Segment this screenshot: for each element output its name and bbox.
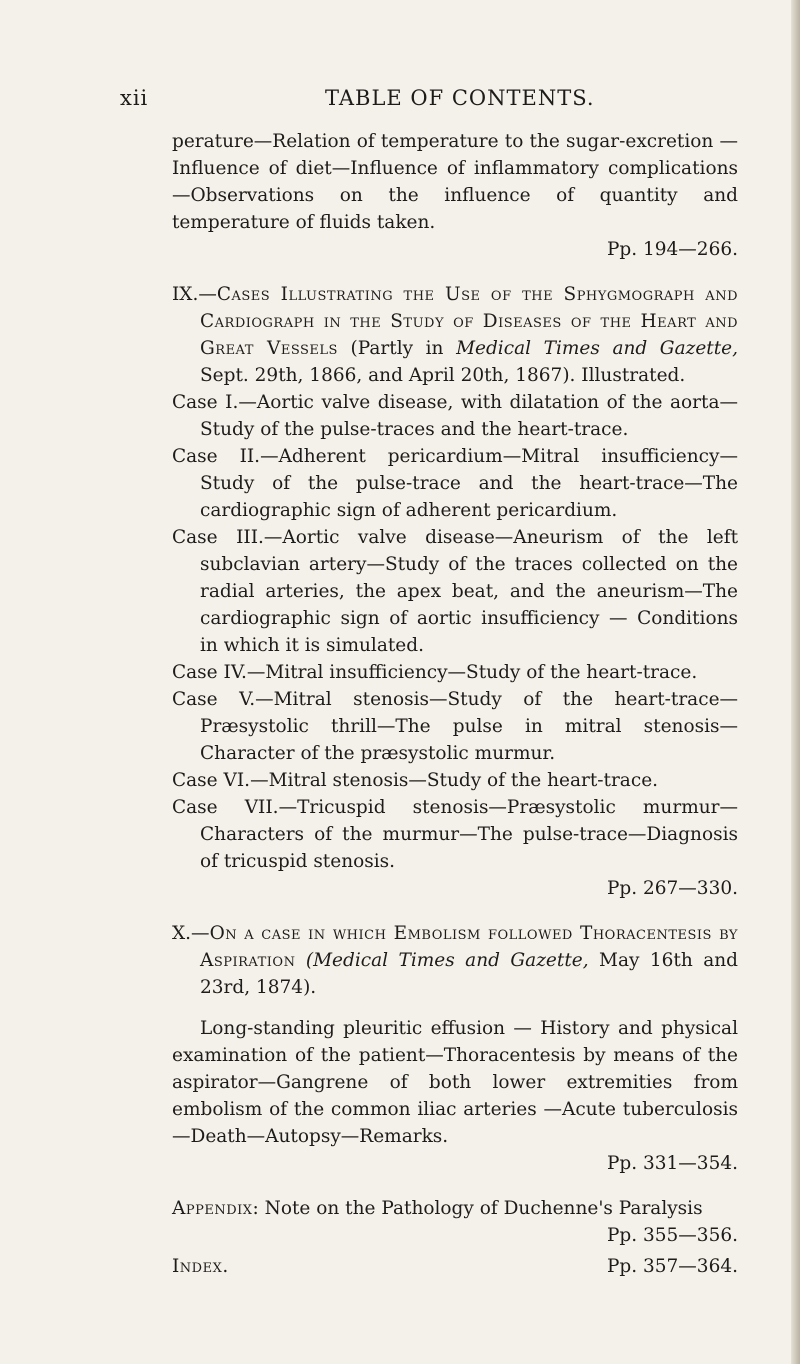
- appendix-pages: Pp. 355—356.: [606, 1225, 738, 1246]
- section-x-source-post: May 16th and 23rd, 1874).: [200, 950, 738, 998]
- case-text: —Mitral stenosis—Study of the heart-trace—Præsystolic thrill—The pulse in mitral stenosis—Character of the præsystolic murmur.: [200, 689, 739, 764]
- section-ix-title: Cases Illustrating the Use of the Sphygmograph and Cardiograph in the Study of Diseases of the Heart and Great Vessels: [200, 284, 738, 359]
- case-label: Case I.: [172, 392, 239, 413]
- page-edge: [791, 0, 800, 1364]
- list-item: [172, 524, 738, 659]
- continuation-pages: Pp. 194—266.: [606, 239, 738, 260]
- appendix-label: Appendix: [172, 1198, 253, 1219]
- section-ix-source-post: Sept. 29th, 1866, and April 20th, 1867). Illustrated.: [200, 365, 686, 386]
- contents-body: [172, 128, 738, 1280]
- list-item: [172, 767, 738, 794]
- list-item: [172, 686, 738, 767]
- list-item: [172, 443, 738, 524]
- index-entry: [172, 1253, 738, 1280]
- section-x-title: On a case in which Embolism followed Thoracentesis by Aspiration: [200, 923, 738, 971]
- section-ix-source-pre: (Partly in: [350, 338, 444, 359]
- case-label: Case VII.: [172, 797, 279, 818]
- section-x-pages: Pp. 331—354.: [606, 1153, 738, 1174]
- appendix-text: : Note on the Pathology of Duchenne's Paralysis: [252, 1198, 703, 1219]
- page-number: xii: [120, 86, 149, 110]
- section-x-body: [172, 1015, 738, 1150]
- page-range-row: [172, 236, 738, 263]
- case-text: —Mitral stenosis—Study of the heart-trace.: [250, 770, 659, 791]
- section-ix-heading: [172, 281, 738, 389]
- running-head: [120, 86, 680, 116]
- list-item: [172, 389, 738, 443]
- page-title: TABLE OF CONTENTS.: [325, 86, 595, 110]
- section-x-numeral: X.—: [172, 923, 210, 944]
- list-item: [172, 794, 738, 875]
- case-label: Case IV.: [172, 662, 247, 683]
- appendix-entry: [172, 1195, 738, 1249]
- section-ix-pages: Pp. 267—330.: [606, 878, 738, 899]
- section-x: [172, 920, 738, 1177]
- case-text: —Aortic valve disease—Aneurism of the left subclavian artery—Study of the traces collected on the radial arteries, the apex beat, and the aneurism—The cardiographic sign of aortic insufficiency — Conditions in which it is simulated.: [200, 527, 739, 656]
- case-label: Case VI.: [172, 770, 251, 791]
- section-x-journal: (Medical Times and Gazette,: [305, 950, 589, 971]
- section-x-summary: Long-standing pleuritic effusion — History and physical examination of the patient—Thoracentesis by means of the aspirator—Gangrene of both lower extremities from embolism of the common iliac arteries —Acute tuberculosis—Death—Autopsy—Remarks.: [172, 1018, 738, 1147]
- case-text: —Adherent pericardium—Mitral insufficiency—Study of the pulse-trace and the heart-trace—The cardiographic sign of adherent pericardium.: [200, 446, 738, 521]
- case-text: —Mitral insufficiency—Study of the heart-trace.: [246, 662, 698, 683]
- page-range-row: [172, 875, 738, 902]
- section-ix: [172, 281, 738, 902]
- section-x-heading: [172, 920, 738, 1001]
- continuation-entry: [172, 128, 738, 263]
- index-label: Index.: [172, 1256, 229, 1277]
- case-label: Case V.: [172, 689, 256, 710]
- case-label: Case II.: [172, 446, 261, 467]
- continuation-text: perature—Relation of temperature to the sugar-excretion —Influence of diet—Influence of inflammatory complications—Observations on the influence of quantity and temperature of fluids taken.: [172, 131, 738, 233]
- page-range-row: [172, 1150, 738, 1177]
- case-text: —Aortic valve disease, with dilatation of the aorta—Study of the pulse-traces and the heart-trace.: [200, 392, 738, 440]
- case-text: —Tricuspid stenosis—Præsystolic murmur—Characters of the murmur—The pulse-trace—Diagnosis of tricuspid stenosis.: [200, 797, 738, 872]
- index-pages: Pp. 357—364.: [606, 1256, 738, 1277]
- appendix-line: [172, 1195, 738, 1222]
- section-ix-journal: Medical Times and Gazette,: [456, 338, 739, 359]
- case-label: Case III.: [172, 527, 264, 548]
- section-ix-numeral: IX.—: [172, 284, 217, 305]
- page-range-row: [172, 1222, 738, 1249]
- list-item: [172, 659, 738, 686]
